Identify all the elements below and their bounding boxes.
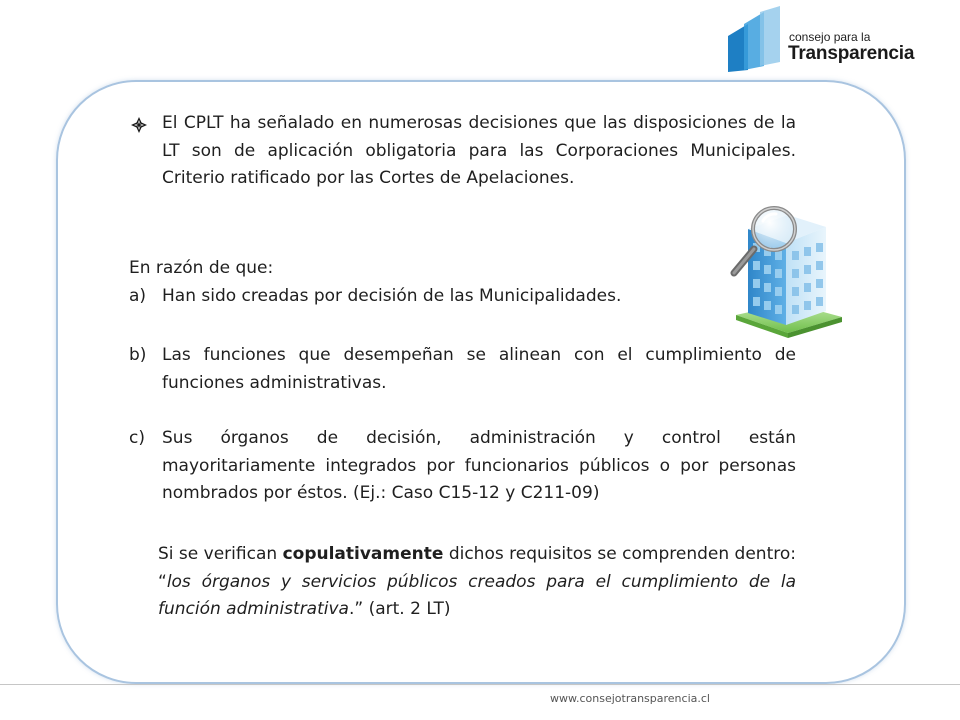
diamond-bullet-icon — [131, 117, 147, 133]
conclusion-part3: .” (art. 2 LT) — [348, 599, 451, 619]
logo — [722, 6, 915, 76]
logo-text-main: Transparencia — [788, 43, 915, 64]
conclusion-bold: copulativamente — [282, 544, 444, 564]
main-point-text: El CPLT ha señalado en numerosas decisiones que las disposiciones de la LT son de aplicación obligatoria para las Corporaciones Municipales. Criterio ratificado por las Cortes de Apelaciones. — [162, 113, 796, 188]
logo-mark-icon — [722, 6, 792, 76]
logo-text-top: consejo para la — [789, 30, 871, 44]
item-c-marker: c) — [129, 428, 145, 448]
conclusion-part1: Si se verifican — [158, 544, 283, 564]
building-magnifier-icon — [730, 205, 846, 339]
conclusion-text — [158, 541, 796, 624]
conclusion-italic: los órganos y servicios públicos creados para el cumplimiento de la función administrativa — [158, 571, 796, 619]
item-a-marker: a) — [129, 286, 147, 306]
footer-divider — [0, 684, 960, 685]
item-c-text: Sus órganos de decisión, administración y control están mayoritariamente integrados por funcionarios públicos o por personas nombrados por éstos. (Ej.: Caso C15-12 y C211-09) — [162, 428, 796, 503]
item-a-text: Han sido creadas por decisión de las Municipalidades. — [162, 286, 622, 306]
item-b-text: Las funciones que desempeñan se alinean con el cumplimiento de funciones administrativas. — [162, 345, 796, 393]
conclusion-part2: dichos requisitos se comprenden dentro: “ — [158, 544, 796, 592]
item-b-marker: b) — [129, 345, 147, 365]
footer-url[interactable]: www.consejotransparencia.cl — [550, 692, 710, 705]
intro-text: En razón de que: — [129, 258, 274, 278]
